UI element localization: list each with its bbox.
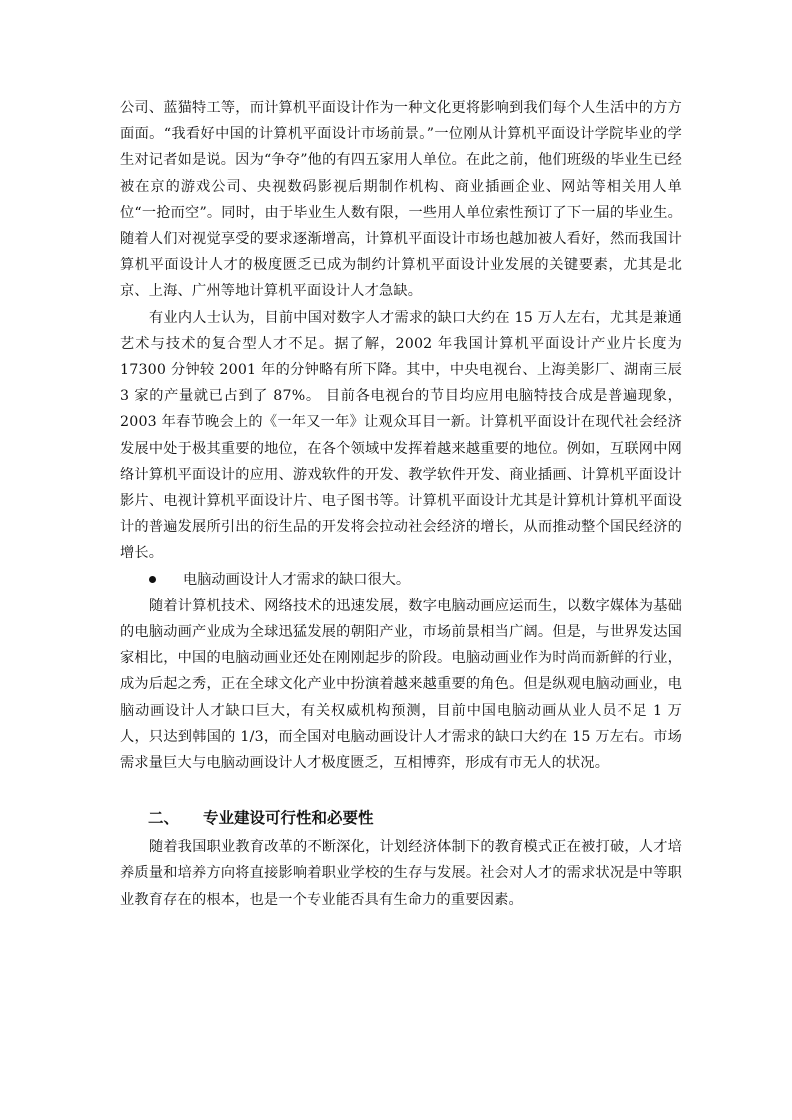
section-heading (120, 805, 682, 831)
paragraph-1: 公司、蓝猫特工等，而计算机平面设计作为一种文化更将影响到我们每个人生活中的方方面面。“我看好中国的计算机平面设计市场前景。”一位刚从计算机平面设计学院毕业的学生对记者如是说。因为“争夺”他的有四五家用人单位。在此之前，他们班级的毕业生已经被在京的游戏公司、央视数码影视后期制作机构、商业插画企业、网站等相关用人单位“一抢而空”。同时，由于毕业生人数有限，一些用人单位索性预订了下一届的毕业生。随着人们对视觉享受的要求逐渐增高，计算机平面设计市场也越加被人看好，然而我国计算机平面设计人才的极度匮乏已成为制约计算机平面设计业发展的关键要素，尤其是北京、上海、广州等地计算机平面设计人才急缺。 (120, 100, 682, 300)
section-number: 二、 (148, 809, 180, 828)
bullet-text: 电脑动画设计人才需求的缺口很大。 (183, 571, 411, 588)
bullet-item (120, 567, 682, 593)
section-title: 专业建设可行性和必要性 (203, 809, 374, 828)
paragraph-2: 有业内人士认为，目前中国对数字人才需求的缺口大约在 15 万人左右，尤其是兼通艺术与技术的复合型人才不足。据了解，2002 年我国计算机平面设计产业片长度为 17300 分钟较 2001 年的分钟略有所下降。其中，中央电视台、上海美影厂、湖南三辰 3 家的产量就已占到了 87%。 目前各电视台的节目均应用电脑特技合成是普遍现象，2003 年春节晚会上的《一年又一年》让观众耳目一新。计算机平面设计在现代社会经济发展中处于极其重要的地位，在各个领域中发挥着越来越重要的地位。例如，互联网中网络计算机平面设计的应用、游戏软件的开发、教学软件开发、商业插画、计算机平面设计影片、电视计算机平面设计片、电子图书等。计算机平面设计尤其是计算机计算机平面设计的普遍发展所引出的衍生品的开发将会拉动社会经济的增长，从而推动整个国民经济的增长。 (120, 309, 682, 562)
paragraph-4: 随着我国职业教育改革的不断深化，计划经济体制下的教育模式正在被打破，人才培养质量和培养方向将直接影响着职业学校的生存与发展。社会对人才的需求状况是中等职业教育存在的根本，也是一个专业能否具有生命力的重要因素。 (120, 839, 682, 908)
paragraph-3: 随着计算机技术、网络技术的迅速发展，数字电脑动画应运而生，以数字媒体为基础的电脑动画产业成为全球迅猛发展的朝阳产业，市场前景相当广阔。但是，与世界发达国家相比，中国的电脑动画业还处在刚刚起步的阶段。电脑动画业作为时尚而新鲜的行业，成为后起之秀，正在全球文化产业中扮演着越来越重要的角色。但是纵观电脑动画业，电脑动画设计人才缺口巨大，有关权威机构预测，目前中国电脑动画从业人员不足 1 万人，只达到韩国的 1/3，而全国对电脑动画设计人才需求的缺口大约在 15 万左右。市场需求量巨大与电脑动画设计人才极度匮乏，互相博弈，形成有市无人的状况。 (120, 597, 682, 772)
bullet-icon (149, 576, 156, 583)
